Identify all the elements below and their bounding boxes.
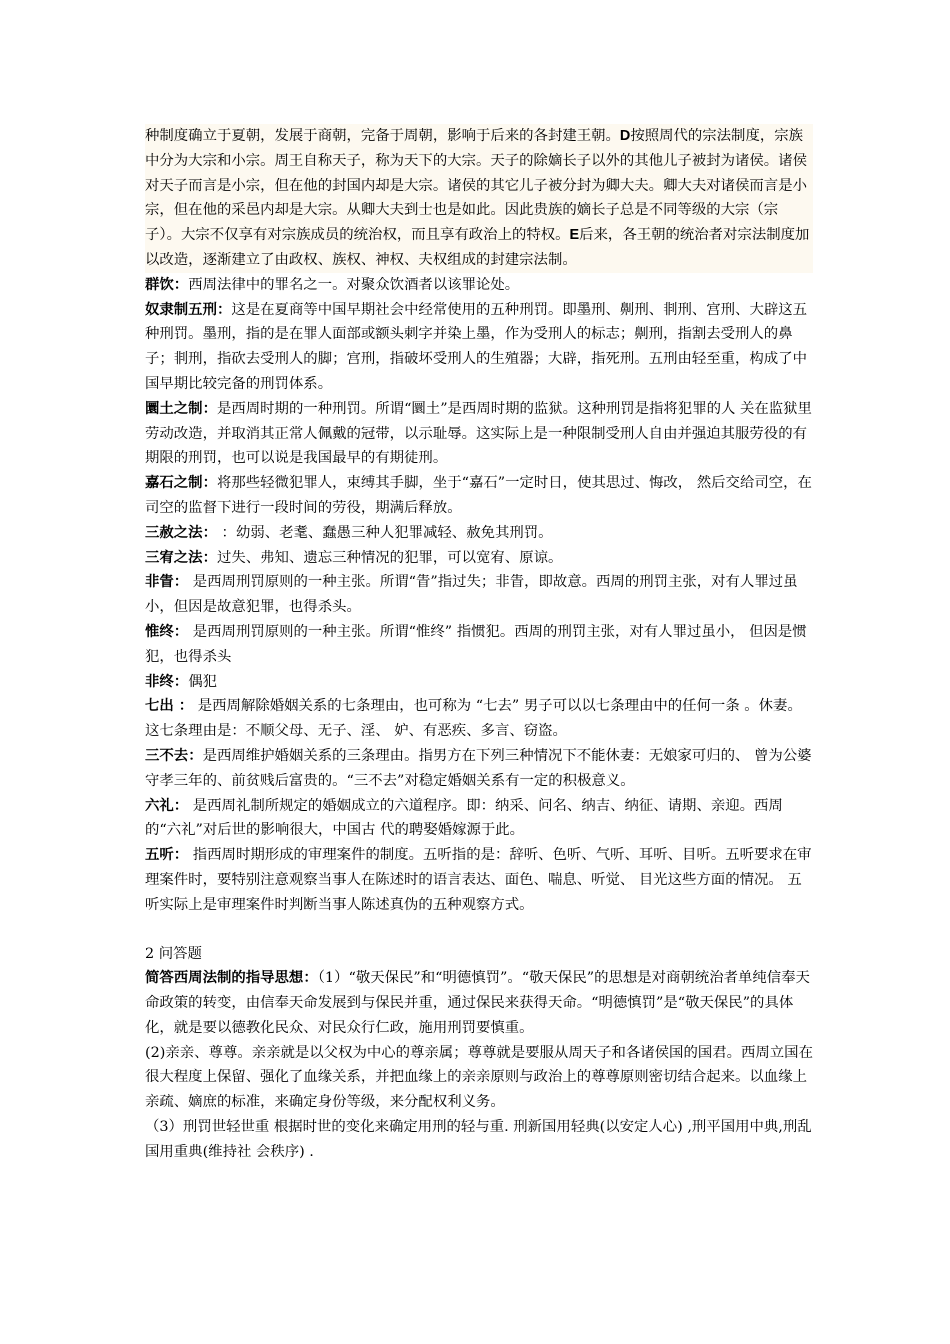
term-definition: 指西周时期形成的审理案件的制度。五听指的是：辞听、色听、气听、耳听、目听。五听要求在审理案件时，要特别注意观察当事人在陈述时的语言表达、面色、喘息、听觉、 目光这些方面的情况。 五听实际上是审理案件时判断当事人陈述真伪的五种观察方式。 [145,847,812,913]
term-entry-sanyou: 三宥之法：过失、弗知、遗忘三种情况的犯罪，可以宽宥、原谅。 [145,548,563,566]
term-label: 七出 [145,697,174,715]
marker-e: E [569,227,580,244]
term-definition: 将那些轻微犯罪人，束缚其手脚，坐于“嘉石”一定时日，使其思过、悔改， 然后交给司空，在司空的监督下进行一段时间的劳役，期满后释放。 [145,475,812,516]
term-definition: ：幼弱、老耄、蠢愚三种人犯罪减轻、赦免其刑罚。 [216,524,553,541]
term-entry-weizhong: 惟终： 是西周刑罚原则的一种主张。所谓“惟终” 指惯犯。西周的刑罚主张，对有人罪过虽小， 但因是惯犯，也得杀头 [145,622,807,665]
answer-paragraph-3: （3）刑罚世轻世重 根据时世的变化来确定用刑的轻与重. 刑新国用轻典(以安定人心) ,刑平国用中典,刑乱国用重典(维持社 会秩序) . [145,1119,812,1160]
term-entry-yuantu: 圜土之制：是西周时期的一种刑罚。所谓“圜土”是西周时期的监狱。这种刑罚是指将犯罪的人 关在监狱里劳动改造，并取消其正常人佩戴的冠带，以示耻辱。这实际上是一种限制受刑人自由并强迫其服劳役的有期限的刑罚，也可以说是我国最早的有期徒刑。 [145,399,812,467]
term-entry-wuting: 五听： 指西周时期形成的审理案件的制度。五听指的是：辞听、色听、气听、耳听、目听。五听要求在审理案件时，要特别注意观察当事人在陈述时的语言表达、面色、喘息、听觉、 目光这些方面的情况。 五听实际上是审理案件时判断当事人陈述真伪的五种观察方式。 [145,846,812,913]
term-label: 三不去 [145,746,189,764]
term-definition: 这是在夏商等中国早期社会中经常使用的五种刑罚。即墨刑、劓刑、剕刑、宫刑、大辟这五种刑罚。墨刑，指的是在罪人面部或额头刺字并染上墨，作为受刑人的标志；劓刑，指割去受刑人的鼻子；剕刑，指砍去受刑人的脚；宫刑，指破坏受刑人的生殖器；大辟，指死刑。五刑由轻至重，构成了中国早期比较完备的刑罚体系。 [145,301,808,392]
term-entry-jiashi: 嘉石之制：将那些轻微犯罪人，束缚其手脚，坐于“嘉石”一定时日，使其思过、悔改， 然后交给司空，在司空的监督下进行一段时间的劳役，期满后释放。 [145,474,812,516]
term-label: 非眚 [145,573,174,591]
term-definition: 是西周礼制所规定的婚姻成立的六道程序。即：纳采、问名、纳吉、纳征、请期、亲迎。西周的“六礼”对后世的影响很大，中国古 代的聘娶婚嫁源于此。 [145,797,783,839]
term-label: 三赦之法 [145,523,203,541]
term-entry-sanshe: 三赦之法： ：幼弱、老耄、蠢愚三种人犯罪减轻、赦免其刑罚。 [145,523,553,541]
question-paragraph-1: 简答西周法制的指导思想：（1）“敬天保民”和“明德慎罚”。“敬天保民”的思想是对商朝统治者单纯信奉天命政策的转变，由信奉天命发展到与保民并重，通过保民来获得天命。“明德慎罚”是“敬天保民”的具体化，就是要以德教化民众、对民众行仁政，施用刑罚要慎重。 [145,969,810,1036]
term-label: 嘉石之制 [145,474,203,492]
term-entry-qunyin: 群饮：西周法律中的罪名之一。对聚众饮酒者以该罪论处。 [145,275,520,293]
term-label: 惟终 [145,622,174,640]
term-entry-liuli: 六礼： 是西周礼制所规定的婚姻成立的六道程序。即：纳采、问名、纳吉、纳征、请期、亲迎。西周的“六礼”对后世的影响很大，中国古 代的聘娶婚嫁源于此。 [145,796,783,839]
section-spacer [145,918,813,942]
term-entry-sanbuqu: 三不去：是西周维护婚姻关系的三条理由。指男方在下列三种情况下不能休妻：无娘家可归的、 曾为公婆守孝三年的、前贫贱后富贵的。“三不去”对稳定婚姻关系有一定的积极意义。 [145,746,812,789]
term-entry-wuxing: 奴隶制五刑：这是在夏商等中国早期社会中经常使用的五种刑罚。即墨刑、劓刑、剕刑、宫刑、大辟这五种刑罚。墨刑，指的是在罪人面部或额头刺字并染上墨，作为受刑人的标志；劓刑，指割去受刑人的鼻子；剕刑，指砍去受刑人的脚；宫刑，指破坏受刑人的生殖器；大辟，指死刑。五刑由轻至重，构成了中国早期比较完备的刑罚体系。 [145,300,808,392]
term-label: 三宥之法 [145,548,203,566]
term-definition: 是西周刑罚原则的一种主张。所谓“惟终” 指惯犯。西周的刑罚主张，对有人罪过虽小， 但因是惯犯，也得杀头 [145,623,807,665]
term-entry-feisheng: 非眚： 是西周刑罚原则的一种主张。所谓“眚”指过失；非眚，即故意。西周的刑罚主张，对有人罪过虽小，但因是故意犯罪，也得杀头。 [145,573,798,616]
term-label: 群饮 [145,275,174,293]
term-definition: 是西周解除婚姻关系的七条理由，也可称为 “七去” 男子可以以七条理由中的任何一条 。休妻。这七条理由是：不顺父母、无子、淫、 妒、有恶疾、多言、窃盗。 [145,698,802,740]
term-label: 圜土之制 [145,399,203,417]
term-definition: 西周法律中的罪名之一。对聚众饮酒者以该罪论处。 [188,276,520,293]
term-label: 非终 [145,672,174,690]
term-label: 五听 [145,846,174,864]
term-definition: 是西周刑罚原则的一种主张。所谓“眚”指过失；非眚，即故意。西周的刑罚主张，对有人罪过虽小，但因是故意犯罪，也得杀头。 [145,574,798,616]
intro-text-1: 种制度确立于夏朝，发展于商朝，完备于周朝，影响于后来的各封建王朝。 [145,128,620,144]
section-title: 2 问答题 [145,945,202,962]
question-label: 简答西周法制的指导思想 [145,969,304,987]
term-label: 六礼 [145,796,174,814]
term-definition: 过失、弗知、遗忘三种情况的犯罪，可以宽宥、原谅。 [216,549,563,566]
term-entry-qichu: 七出 ： 是西周解除婚姻关系的七条理由，也可称为 “七去” 男子可以以七条理由中的任何一条 。休妻。这七条理由是：不顺父母、无子、淫、 妒、有恶疾、多言、窃盗。 [145,697,802,740]
term-definition: 是西周维护婚姻关系的三条理由。指男方在下列三种情况下不能休妻：无娘家可归的、 曾为公婆守孝三年的、前贫贱后富贵的。“三不去”对稳定婚姻关系有一定的积极意义。 [145,747,812,789]
document-page [145,124,813,1165]
answer-paragraph-2: (2)亲亲、尊尊。亲亲就是以父权为中心的尊亲属；尊尊就是要服从周天子和各诸侯国的国君。西周立国在很大程度上保留、强化了血缘关系，并把血缘上的亲亲原则与政治上的尊尊原则密切结合起来。以血缘上亲疏、嫡庶的标准，来确定身份等级，来分配权利义务。 [145,1044,813,1111]
marker-d: D [619,128,631,144]
answer-text-1: （1）“敬天保民”和“明德慎罚”。“敬天保民”的思想是对商朝统治者单纯信奉天命政策的转变，由信奉天命发展到与保民并重，通过保民来获得天命。“明德慎罚”是“敬天保民”的具体化，就是要以德教化民众、对民众行仁政，施用刑罚要慎重。 [145,970,810,1036]
term-definition: 是西周时期的一种刑罚。所谓“圜土”是西周时期的监狱。这种刑罚是指将犯罪的人 关在监狱里劳动改造，并取消其正常人佩戴的冠带，以示耻辱。这实际上是一种限制受刑人自由并强迫其服劳役的有期限的刑罚，也可以说是我国最早的有期徒刑。 [145,400,812,467]
term-entry-feizhong: 非终：偶犯 [145,672,217,690]
intro-paragraph [145,124,813,273]
term-label: 奴隶制五刑 [145,300,217,318]
intro-text-3: 后来，各王朝的统治者对宗法制度加以改造，逐渐建立了由政权、族权、神权、夫权组成的封建宗法制。 [145,227,810,268]
intro-text-2: 按照周代的宗法制度，宗族中分为大宗和小宗。周王自称天子，称为天下的大宗。天子的除嫡长子以外的其他儿子被封为诸侯。诸侯对天子而言是小宗，但在他的封国内却是大宗。诸侯的其它儿子被分封为卿大夫。卿大夫对诸侯而言是小宗，但在他的采邑内却是大宗。从卿大夫到士也是如此。因此贵族的嫡长子总是不同等级的大宗（宗子）。大宗不仅享有对宗族成员的统治权，而且享有政治上的特权。 [145,128,807,244]
term-definition: 偶犯 [188,673,217,690]
